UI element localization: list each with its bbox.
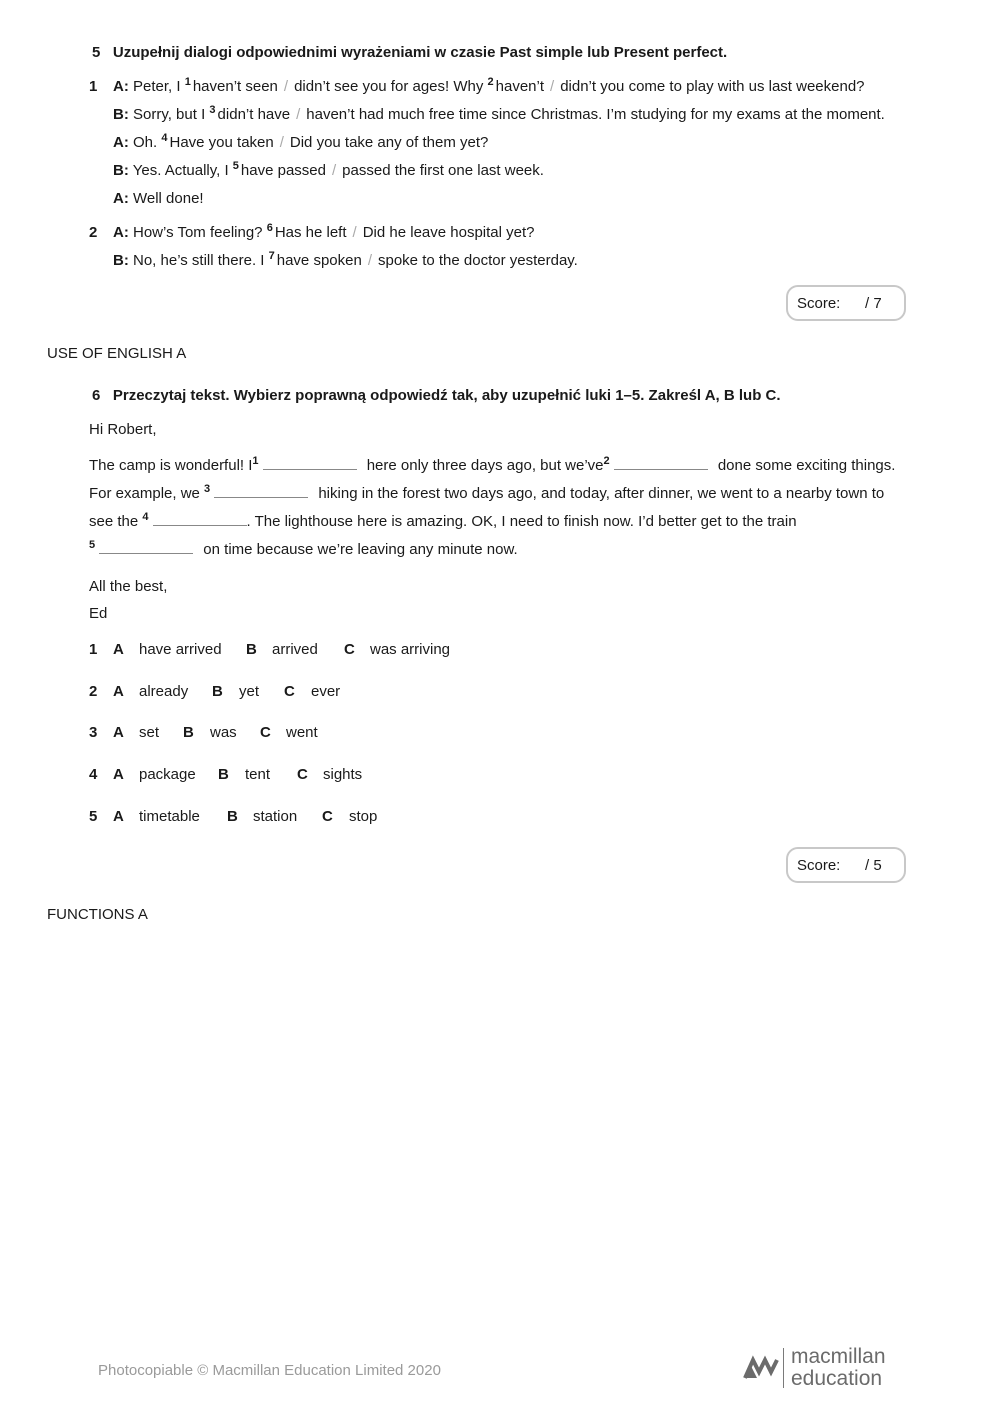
option-choice[interactable]: Have you taken <box>169 134 274 151</box>
option-text[interactable]: sights <box>323 766 363 783</box>
exercise-6-header <box>92 387 781 404</box>
option-text[interactable]: stop <box>349 808 378 825</box>
section-heading-functions: FUNCTIONS A <box>47 906 148 923</box>
option-text[interactable]: already <box>139 683 189 700</box>
logo-divider <box>783 1348 784 1388</box>
exercise-5-header <box>92 44 727 61</box>
dialogue-1-number: 1 <box>89 78 98 95</box>
speaker-label: A: <box>113 134 129 151</box>
gap-number: 4 <box>142 511 149 523</box>
option-choice[interactable]: have passed <box>240 162 326 179</box>
option-choice[interactable]: Has he left <box>274 224 347 241</box>
gap-blank-3[interactable] <box>214 496 308 498</box>
gap-number: 3 <box>204 483 211 495</box>
option-letter[interactable]: A <box>113 808 124 825</box>
option-letter[interactable]: B <box>246 641 257 658</box>
logo-text-line-1: macmillan <box>791 1345 886 1368</box>
dialogue-1-line-5: A: Well done! <box>113 190 204 207</box>
gap-blank-1[interactable] <box>263 468 357 470</box>
dialogue-2-number: 2 <box>89 224 98 241</box>
speaker-label: B: <box>113 162 129 179</box>
score-box-exercise-5 <box>786 285 906 321</box>
option-letter[interactable]: B <box>218 766 229 783</box>
exercise-number: 6 <box>92 387 101 404</box>
dialogue-2-line-2: B: No, he’s still there. I $^7$ have spoken / spoke to the doctor yesterday. <box>113 250 578 269</box>
option-letter[interactable]: B <box>212 683 223 700</box>
macmillan-mark-icon <box>743 1352 781 1382</box>
option-choice[interactable]: passed the first one last week. <box>342 162 544 179</box>
gap-blank-5[interactable] <box>99 552 193 554</box>
option-choice[interactable]: haven’t seen <box>192 78 278 95</box>
exercise-number: 5 <box>92 44 101 61</box>
macmillan-education-logo <box>743 1346 903 1392</box>
option-text[interactable]: yet <box>239 683 260 700</box>
gap-number: 5 <box>232 160 239 172</box>
letter-greeting: Hi Robert, <box>89 421 157 438</box>
option-choice[interactable]: have spoken <box>276 252 362 269</box>
option-letter[interactable]: B <box>183 724 194 741</box>
gap-number: 3 <box>209 104 216 116</box>
copyright-notice: Photocopiable © Macmillan Education Limited 2020 <box>98 1362 441 1379</box>
option-letter[interactable]: B <box>227 808 238 825</box>
option-choice[interactable]: didn’t see you for ages! Why <box>294 78 484 95</box>
option-letter[interactable]: C <box>284 683 295 700</box>
gap-number: 4 <box>161 132 168 144</box>
gap-number: 7 <box>268 250 275 262</box>
gap-blank-2[interactable] <box>614 468 708 470</box>
option-letter[interactable]: A <box>113 766 124 783</box>
question-number: 4 <box>89 766 98 783</box>
gap-number: 2 <box>603 455 610 467</box>
option-text[interactable]: package <box>139 766 196 783</box>
option-letter[interactable]: C <box>322 808 333 825</box>
option-text[interactable]: station <box>253 808 298 825</box>
letter-signature: Ed <box>89 605 108 622</box>
logo-text-line-2: education <box>791 1367 883 1390</box>
speaker-label: B: <box>113 106 129 123</box>
score-label: Score: <box>797 295 841 312</box>
letter-line-3: see the $^4$ . The lighthouse here is amazing. OK, I need to finish now. I’d better get to the train <box>89 511 797 530</box>
option-letter[interactable]: C <box>344 641 355 658</box>
option-text[interactable]: set <box>139 724 160 741</box>
score-value: / 5 <box>865 857 882 874</box>
score-label: Score: <box>797 857 841 874</box>
speaker-label: A: <box>113 78 129 95</box>
option-text[interactable]: tent <box>245 766 271 783</box>
question-number: 2 <box>89 683 98 700</box>
option-choice[interactable]: didn’t have <box>217 106 291 123</box>
letter-line-4: $^5$ on time because we’re leaving any minute now. <box>89 539 518 558</box>
option-choice[interactable]: Did he leave hospital yet? <box>362 224 535 241</box>
exercise-instruction: Przeczytaj tekst. Wybierz poprawną odpowiedź tak, aby uzupełnić luki 1–5. Zakreśl A, B lub C. <box>112 387 781 404</box>
section-heading-use-of-english: USE OF ENGLISH A <box>47 345 187 362</box>
gap-number: 1 <box>184 76 191 88</box>
dialogue-2-line-1: A: How’s Tom feeling? $^6$ Has he left / Did he leave hospital yet? <box>113 222 535 241</box>
gap-number: 5 <box>89 539 96 551</box>
dialogue-1-line-1: A: Peter, I $^1$ haven’t seen / didn’t see you for ages! Why $^2$ haven’t / didn’t you come to play with us last weekend? <box>113 76 865 95</box>
dialogue-1-line-4: B: Yes. Actually, I $^5$ have passed / passed the first one last week. <box>113 160 544 179</box>
speaker-label: A: <box>113 224 129 241</box>
option-choice[interactable]: haven’t <box>495 78 545 95</box>
letter-line-1: The camp is wonderful! $I^1$ here only three days ago, but $we’ve^2$ done some exciting things. <box>89 455 896 474</box>
option-choice[interactable]: spoke to the doctor yesterday. <box>378 252 578 269</box>
score-value: / 7 <box>865 295 882 312</box>
gap-number: 6 <box>266 222 273 234</box>
question-number: 5 <box>89 808 98 825</box>
option-text[interactable]: was arriving <box>370 641 451 658</box>
option-choice[interactable]: Did you take any of them yet? <box>289 134 489 151</box>
score-box-exercise-6 <box>786 847 906 883</box>
option-letter[interactable]: C <box>260 724 271 741</box>
option-text[interactable]: ever <box>311 683 341 700</box>
speaker-label: A: <box>113 190 129 207</box>
gap-number: 2 <box>487 76 494 88</box>
question-number: 1 <box>89 641 98 658</box>
option-letter[interactable]: A <box>113 724 124 741</box>
option-text[interactable]: timetable <box>139 808 200 825</box>
gap-number: 1 <box>252 455 259 467</box>
option-letter[interactable]: C <box>297 766 308 783</box>
option-text[interactable]: arrived <box>272 641 318 658</box>
dialogue-1-line-2: B: Sorry, but I $^3$ didn’t have / haven’t had much free time since Christmas. I’m studying for my exams at the moment. <box>113 104 885 123</box>
option-choice[interactable]: didn’t you come to play with us last weekend? <box>560 78 865 95</box>
dialogue-1-line-3: A: Oh. $^4$ Have you taken / Did you take any of them yet? <box>113 132 489 151</box>
option-choice[interactable]: haven’t had much free time since Christmas. I’m studying for my exams at the moment. <box>306 106 885 123</box>
letter-closing: All the best, <box>89 578 168 595</box>
option-letter[interactable]: A <box>113 683 124 700</box>
speaker-label: B: <box>113 252 129 269</box>
option-text[interactable]: was <box>210 724 237 741</box>
gap-blank-4[interactable] <box>153 524 247 526</box>
exercise-instruction: Uzupełnij dialogi odpowiednimi wyrażeniami w czasie Past simple lub Present perfect. <box>112 44 728 61</box>
option-text[interactable]: went <box>286 724 318 741</box>
option-letter[interactable]: A <box>113 641 124 658</box>
letter-line-2: For example, we $^3$ hiking in the forest two days ago, and today, after dinner, we went to a nearby town to <box>89 483 885 502</box>
question-number: 3 <box>89 724 98 741</box>
option-text[interactable]: have arrived <box>139 641 222 658</box>
